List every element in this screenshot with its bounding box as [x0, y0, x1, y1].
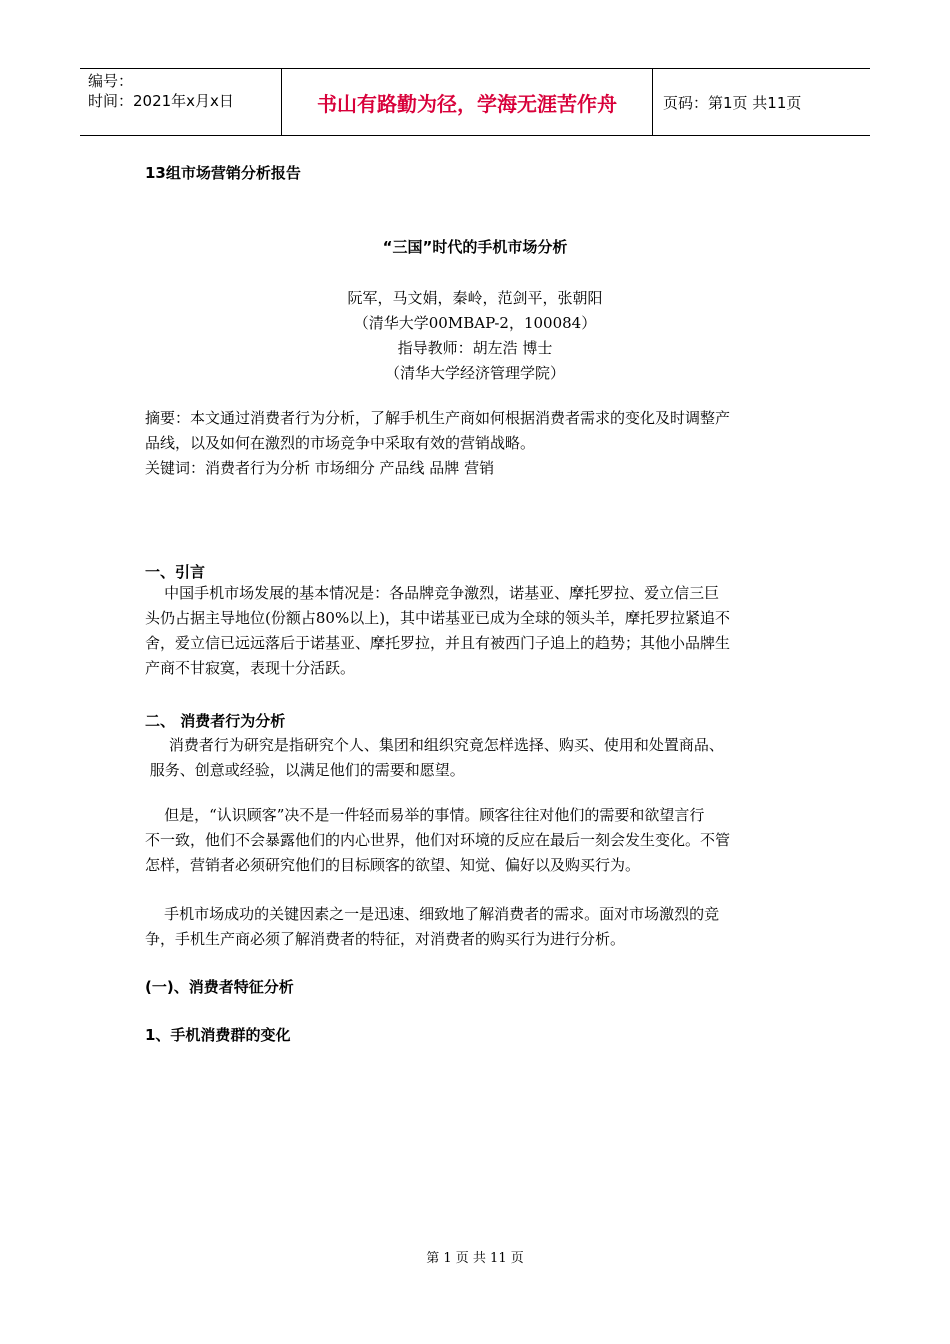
advisor: 指导教师：胡左浩 博士	[397, 339, 553, 357]
keywords: 关键词：消费者行为分析 市场细分 产品线 品牌 营销	[145, 459, 495, 477]
abstract-line: 摘要：本文通过消费者行为分析，了解手机生产商如何根据消费者需求的变化及时调整产	[145, 409, 731, 427]
authors: 阮军，马文娟，秦岭，范剑平，张朝阳	[347, 289, 603, 307]
report-title: 13组市场营销分析报告	[145, 164, 301, 182]
paragraph-line: 中国手机市场发展的基本情况是：各品牌竞争激烈，诺基亚、摩托罗拉、爱立信三巨	[145, 584, 720, 602]
paragraph-line: 争，手机生产商必须了解消费者的特征，对消费者的购买行为进行分析。	[145, 930, 626, 948]
paragraph-line: 消费者行为研究是指研究个人、集团和组织究竟怎样选择、购买、使用和处置商品、	[145, 736, 724, 754]
paper-title: “三国”时代的手机市场分析	[382, 238, 568, 256]
abstract-line: 品线，以及如何在激烈的市场竞争中采取有效的营销战略。	[145, 434, 536, 452]
affiliation: （清华大学00MBAP-2，100084）	[353, 314, 597, 332]
section2-para2	[145, 803, 805, 878]
abstract	[145, 406, 805, 481]
paragraph-line: 头仍占据主导地位(份额占80%以上)，其中诺基亚已成为全球的领头羊，摩托罗拉紧追不	[145, 609, 731, 627]
section2-heading: 二、 消费者行为分析	[145, 712, 286, 730]
page-footer: 第 1 页 共 11 页	[426, 1251, 524, 1266]
header-table	[80, 68, 870, 136]
paragraph-line: 产商不甘寂寞，表现十分活跃。	[145, 659, 356, 677]
paragraph-line: 舍，爱立信已远远落后于诺基亚、摩托罗拉，并且有被西门子追上的趋势；其他小品牌生	[145, 634, 731, 652]
section2-para1	[145, 733, 805, 783]
paragraph-line: 但是，“认识顾客”决不是一件轻而易举的事情。顾客往往对他们的需要和欲望言行	[145, 806, 705, 824]
subheading-consumer-group-change: 1、手机消费群的变化	[145, 1026, 291, 1044]
number-label: 编号：	[88, 72, 134, 90]
paragraph-line: 手机市场成功的关键因素之一是迅速、细致地了解消费者的需求。面对市场激烈的竞	[145, 905, 720, 923]
paragraph-line: 服务、创意或经验，以满足他们的需要和愿望。	[145, 761, 465, 779]
advisor-affiliation: （清华大学经济管理学院）	[384, 364, 565, 382]
section1-heading: 一、引言	[145, 563, 206, 581]
paragraph-line: 不一致，他们不会暴露他们的内心世界，他们对环境的反应在最后一刻会发生变化。不管	[145, 831, 731, 849]
section2-para3	[145, 902, 805, 952]
paragraph-line: 怎样，营销者必须研究他们的目标顾客的欲望、知觉、偏好以及购买行为。	[145, 856, 641, 874]
section1-body	[145, 581, 805, 681]
time-label: 时间：2021年x月x日	[88, 92, 234, 110]
header-page-info: 页码：第1页 共11页	[663, 93, 802, 112]
header-meta	[80, 69, 281, 135]
subheading-consumer-features: (一)、消费者特征分析	[145, 978, 294, 996]
header-motto: 书山有路勤为径，学海无涯苦作舟	[281, 69, 653, 135]
